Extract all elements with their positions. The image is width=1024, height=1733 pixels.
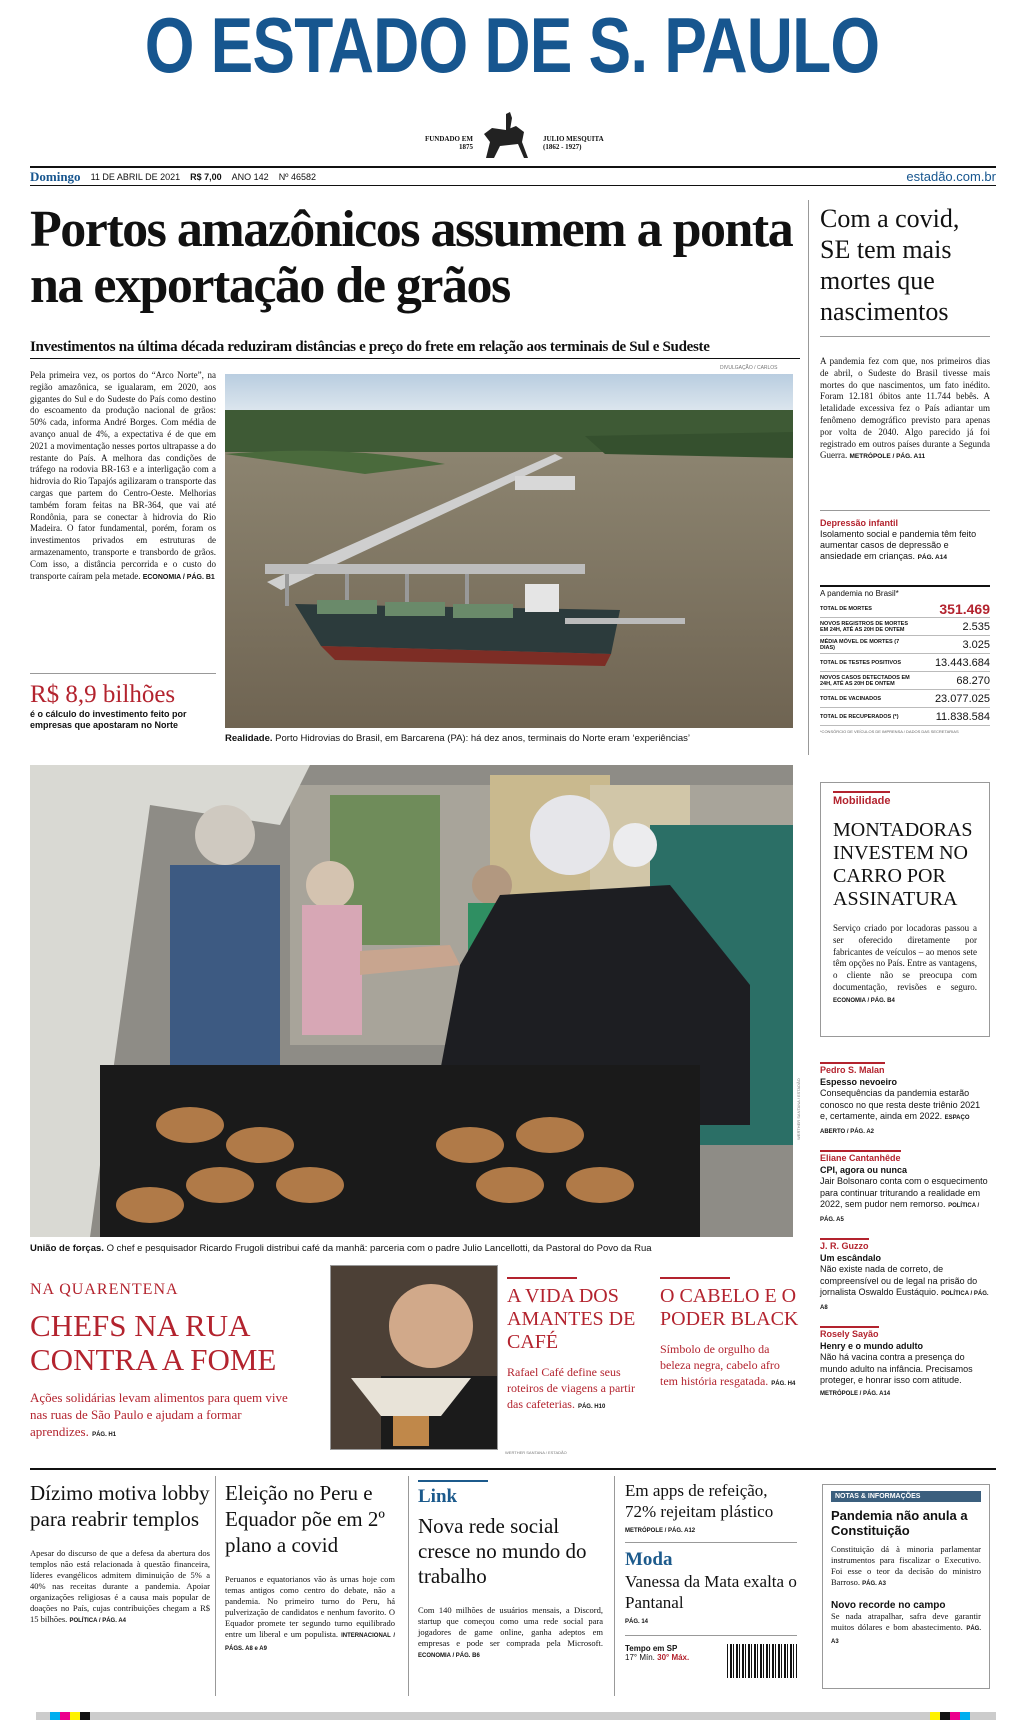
moda-tag: PÁG. 14 <box>625 1619 649 1625</box>
columnist-text <box>820 1088 990 1138</box>
columnist-text-body: Não existe nada de correto, de compreensível ou de legal na prisão do jornalista Oswaldo Eustáquio. <box>820 1264 978 1297</box>
divider <box>625 1635 797 1636</box>
columnist-tag: METRÓPOLE / PÁG. A14 <box>820 1390 891 1397</box>
weather-min: 17° Mín. <box>625 1653 655 1662</box>
chefs-headline: CHEFS NA RUA CONTRA A FOME <box>30 1308 277 1377</box>
lead-body-text: Pela primeira vez, os portos do “Arco Norte”, na região amazônica, se igualaram, em 2020, aos gigantes do Sul e do Sudeste do País como destino do escoamento da produção nacional de grãos: 50% cada, informa André Borges. Com média de avanço anual de 4%, a expectativa é de que em 2021 a movimentação nesses portos ultrapasse a do restante do País. A melhora das condições de tráfego na rodovia BR-163 e a interligação com a hidrovia do Rio Tapajós agilizaram o transporte das cargas que partem do Centro-Oeste. Melhorias também foram feitas na BR-364, que vai até Rondônia, para se conectar à hidrovia do Rio Madeira. O fator fundamental, porém, foram os investimentos privados em estruturas de armazenamento, transporte e transbordo de grãos. Com isso, a distância percorrida e o custo do transporte caíram pela metade. <box>30 370 216 581</box>
tithe-headline: Dízimo motiva lobby para reabrir templos <box>30 1481 210 1531</box>
mobility-kicker: Mobilidade <box>833 791 890 807</box>
columnist-title: Henry e o mundo adulto <box>820 1340 924 1351</box>
depression-tag: PÁG. A14 <box>917 554 947 561</box>
columnist-author: J. R. Guzzo <box>820 1238 869 1253</box>
columnist-item[interactable] <box>820 1238 990 1314</box>
stats-value: 11.838.584 <box>935 710 990 723</box>
notas-sub-headline: Novo recorde no campo <box>831 1600 946 1611</box>
dateline-date: 11 DE ABRIL DE 2021 <box>90 171 181 182</box>
link-text-body: Com 140 milhões de usuários mensais, a Discord, startup que começou como uma rede social para jogadores de game online, ganha adeptos em empresas e pode ser comprada pela Microsoft. <box>418 1605 603 1648</box>
accent-bar <box>418 1480 488 1482</box>
coffee-headline: A VIDA DOS AMANTES DE CAFÉ <box>507 1285 636 1353</box>
link-text <box>418 1605 603 1662</box>
horseman-logo-icon <box>476 108 538 164</box>
columnist-tag: POLÍTICA / PÁG. A5 <box>820 1203 980 1223</box>
columnist-text-body: Consequências da pandemia estarão conosco no que resta deste triênio 2021 e, certamente, ainda em 2022. <box>820 1088 981 1121</box>
accent-bar <box>660 1277 730 1279</box>
depression-text: Isolamento social e pandemia têm feito aumentar casos de depressão e ansiedade em crianças. <box>820 529 977 561</box>
chefs-caption-text: O chef e pesquisador Ricardo Frugoli distribui café da manhã: parceria com o padre Julio Lancellotti, da Pastoral do Povo da Rua <box>106 1243 652 1254</box>
dateline-number: Nº 46582 <box>278 171 317 182</box>
apps-story[interactable] <box>625 1480 797 1678</box>
lead-body <box>30 370 216 583</box>
stats-row <box>820 708 990 726</box>
columnist-item[interactable] <box>820 1326 990 1400</box>
weather-and-barcode <box>625 1644 797 1678</box>
stats-label: TOTAL DE TESTES POSITIVOS <box>820 659 901 666</box>
tithe-story[interactable] <box>30 1480 210 1627</box>
columnist-text <box>820 1176 990 1226</box>
covid-body <box>820 356 990 463</box>
stats-value: 68.270 <box>956 674 990 687</box>
link-kicker: Link <box>418 1486 458 1507</box>
stats-row <box>820 690 990 708</box>
accent-bar <box>507 1277 577 1279</box>
founder-label <box>543 136 623 151</box>
founded-text: FUNDADO EM <box>424 135 473 143</box>
stats-row <box>820 636 990 654</box>
registration-marks-right <box>930 1712 970 1720</box>
registration-marks-left <box>50 1712 90 1720</box>
apps-tag: METRÓPOLE / PÁG. A12 <box>625 1528 696 1534</box>
link-story[interactable] <box>418 1480 603 1662</box>
columnist-text-body: Jair Bolsonaro conta com o esquecimento para continuar triturando a realidade em 2022, sem pudor nem remorso. <box>820 1176 988 1209</box>
chefs-tag: PÁG. H1 <box>92 1432 117 1438</box>
hair-headline: O CABELO E O PODER BLACK <box>660 1285 799 1330</box>
stats-value: 13.443.684 <box>934 656 990 669</box>
coffee-text <box>507 1364 637 1415</box>
columnist-text <box>820 1264 990 1314</box>
founder-name: JULIO MESQUITA <box>543 135 604 143</box>
hair-text-body: Símbolo de orgulho da beleza negra, cabelo afro tem história resgatada. <box>660 1342 780 1388</box>
mobility-body <box>833 923 977 1008</box>
hair-tag: PÁG. H4 <box>771 1381 796 1387</box>
dateline-year: ANO 142 <box>231 171 269 182</box>
coffee-credit: WERTHER SANTANA / ESTADÃO <box>505 1450 567 1455</box>
notas-headline: Pandemia não anula a Constituição <box>831 1508 968 1538</box>
tithe-tag: POLÍTICA / PÁG. A4 <box>69 1618 126 1624</box>
columnist-author: Pedro S. Malan <box>820 1062 885 1077</box>
columnist-text <box>820 1352 990 1400</box>
lead-subhead: Investimentos na última década reduziram distâncias e preço do frete em relação aos terminais de Sul e Sudeste <box>30 339 710 355</box>
stats-value: 23.077.025 <box>934 692 990 705</box>
apps-headline: Em apps de refeição, 72% rejeitam plástico <box>625 1481 774 1521</box>
link-tag: ECONOMIA / PÁG. B6 <box>418 1653 480 1659</box>
stats-row <box>820 654 990 672</box>
moda-kicker: Moda <box>625 1549 673 1570</box>
divider <box>808 200 809 755</box>
peru-text <box>225 1574 395 1655</box>
lead-figure-text: é o cálculo do investimento feito por empresas que apostaram no Norte <box>30 709 187 730</box>
chefs-text-body: Ações solidárias levam alimentos para quem vive nas ruas de São Paulo e ajudam a formar aprendizes. <box>30 1390 288 1439</box>
chefs-kicker: NA QUARENTENA <box>30 1281 179 1298</box>
founded-year: 1875 <box>459 142 473 151</box>
peru-text-body: Peruanos e equatorianos vão às urnas hoje com temas antigos como centro do debate, não a pandemia. No primeiro turno do Peru, há pulverização de candidatos e nenhum favorito. O Equador promete ter segundo turno equilibrado entre um liberal e um populista. <box>225 1574 395 1639</box>
divider <box>820 510 990 511</box>
columnist-title: Espesso nevoeiro <box>820 1076 898 1087</box>
stats-value: 351.469 <box>939 600 990 617</box>
chefs-text <box>30 1389 290 1444</box>
coffee-tag: PÁG. H10 <box>577 1404 606 1410</box>
weather-box <box>625 1644 689 1678</box>
stats-label: TOTAL DE RECUPERADOS (*) <box>820 713 899 720</box>
columnist-title: CPI, agora ou nunca <box>820 1164 908 1175</box>
photo-credit: DIVULGAÇÃO / CARLOS <box>720 365 778 371</box>
divider <box>30 673 216 674</box>
mobility-tag: ECONOMIA / PÁG. B4 <box>833 997 895 1004</box>
mobility-headline: MONTADORAS INVESTEM NO CARRO POR ASSINATURA <box>833 819 973 910</box>
stats-label: TOTAL DE MORTES <box>820 605 872 612</box>
mobility-box[interactable] <box>820 782 990 1037</box>
moda-headline: Vanessa da Mata exalta o Pantanal <box>625 1572 797 1612</box>
depression-kicker: Depressão infantil <box>820 518 899 528</box>
covid-body-text: A pandemia fez com que, nos primeiros dias de abril, o Sudeste do Brasil tivesse mais mortes do que nascimentos, um fato inédito. Foram 12.181 óbitos ante 11.744 bebês. A letalidade excessiva fez o País adiantar um fenômeno demográfico previsto para apenas por volta de 2040. Algo parecido já foi registrado em outros países durante a Segunda Guerra. <box>820 356 990 461</box>
photo2-credit: WERTHER SANTANA / ESTADÃO <box>796 1078 801 1140</box>
coffee-text-body: Rafael Café define seus roteiros de viagens a partir das cafeterias. <box>507 1365 635 1411</box>
covid-tag[interactable]: METRÓPOLE / PÁG. A11 <box>849 453 926 461</box>
divider <box>30 358 800 359</box>
stats-label: TOTAL DE VACINADOS <box>820 695 882 702</box>
stats-row <box>820 672 990 690</box>
stats-title: A pandemia no Brasil* <box>820 589 899 598</box>
masthead-title: O ESTADO DE S. PAULO <box>144 1 880 89</box>
hair-text <box>660 1341 800 1392</box>
peru-tag: INTERNACIONAL / PÁGS. A8 e A9 <box>225 1633 396 1652</box>
dateline <box>30 166 996 186</box>
chefs-caption-bold: União de forças. <box>30 1243 104 1254</box>
chefs-photo-graphic <box>30 765 793 1237</box>
coffee-photo <box>330 1265 498 1450</box>
tithe-text-body: Apesar do discurso de que a defesa da abertura dos templos não está relacionada à questão financeira, líderes evangélicos admitem diminuição de 5% a 40% nas receitas durante a pandemia. Apoiar organizações religiosas é a causa mais popular de doações no País, cujas contribuições chegam a R$ 15 bilhões. <box>30 1548 210 1624</box>
stats-row <box>820 600 990 618</box>
stats-label: NOVOS REGISTROS DE MORTES EM 24H, ATÉ AS 20H DE ONTEM <box>820 620 909 633</box>
port-photo-graphic <box>225 374 793 728</box>
site-link[interactable]: estadão.com.br <box>906 169 996 184</box>
founder-years: (1862 - 1927) <box>543 142 582 151</box>
columnist-author: Rosely Sayão <box>820 1326 879 1341</box>
port-caption <box>225 733 800 744</box>
mobility-body-text: Serviço criado por locadoras passou a ser oferecido diretamente por fabricantes de veículos – ao menos sete têm opções no País. Entre as vantagens, o cliente não se preocupa com documentação, revisões e seguro. <box>833 923 977 992</box>
chefs-photo <box>30 765 793 1237</box>
lead-headline[interactable]: Portos amazônicos assumem a ponta na exportação de grãos <box>30 201 793 314</box>
divider <box>408 1476 409 1696</box>
port-caption-bold: Realidade. <box>225 733 273 744</box>
columnist-tag: ESPAÇO ABERTO / PÁG. A2 <box>820 1115 970 1135</box>
stats-label: NOVOS CASOS DETECTADOS EM 24H, ATÉ AS 20H DE ONTEM <box>820 674 910 687</box>
notas-kicker: NOTAS & INFORMAÇÕES <box>831 1491 981 1502</box>
weather-max: 30° Máx. <box>657 1653 690 1662</box>
stats-label: MÉDIA MÓVEL DE MORTES (7 DIAS) <box>820 638 900 651</box>
divider <box>614 1476 615 1696</box>
columnist-title: Um escândalo <box>820 1252 882 1263</box>
notas-text <box>831 1544 981 1590</box>
chefs-photo-caption <box>30 1243 800 1254</box>
stats-value: 2.535 <box>962 620 990 633</box>
color-bar <box>36 1712 996 1720</box>
link-headline: Nova rede social cresce no mundo do trabalho <box>418 1514 587 1588</box>
stats-rows <box>820 600 990 726</box>
dateline-day: Domingo <box>30 168 81 184</box>
founded-label <box>405 136 473 151</box>
depression-item[interactable] <box>820 518 990 563</box>
notas-tag: PÁG. A3 <box>862 1581 886 1587</box>
weather-label: Tempo em SP <box>625 1644 678 1653</box>
dateline-price: R$ 7,00 <box>190 171 222 182</box>
chefs-feature[interactable] <box>30 1265 330 1444</box>
barcode-icon <box>727 1644 797 1678</box>
columnist-text-body: Não há vacina contra a presença do mundo adulto na infância. Precisamos proteger, e honrar isso com atitude. <box>820 1352 973 1385</box>
stats-value: 3.025 <box>962 638 990 651</box>
columnist-author: Eliane Cantanhêde <box>820 1150 901 1165</box>
columnist-item[interactable] <box>820 1062 990 1138</box>
divider <box>625 1542 797 1543</box>
tithe-text <box>30 1548 210 1627</box>
columnists <box>820 1062 990 1412</box>
divider <box>30 1468 996 1470</box>
notas-sub-text-body: Se nada atrapalhar, safra deve garantir muitos dólares e bom abastecimento. <box>831 1611 981 1632</box>
notas-box[interactable] <box>822 1484 990 1689</box>
coffee-feature[interactable] <box>507 1277 637 1415</box>
stats-row <box>820 618 990 636</box>
notas-text-body: Constituição dá à minoria parlamentar instrumentos para fiscalizar o Executivo. Foi esse o teor da decisão do ministro Barroso. <box>831 1544 981 1587</box>
port-photo <box>225 374 793 728</box>
stats-note: *CONSÓRCIO DE VEÍCULOS DE IMPRENSA / DADOS DAS SECRETARIAS <box>820 729 959 734</box>
columnist-item[interactable] <box>820 1150 990 1226</box>
notas-sub-text <box>831 1611 981 1648</box>
lead-tag[interactable]: ECONOMIA / PÁG. B1 <box>142 573 215 581</box>
pandemic-stats-box <box>820 585 990 734</box>
coffee-photo-graphic <box>331 1266 498 1450</box>
hair-feature[interactable] <box>660 1277 800 1392</box>
lead-figure: R$ 8,9 bilhões <box>30 681 176 708</box>
notas-sub-tag: PÁG. A3 <box>831 1626 981 1645</box>
peru-story[interactable] <box>225 1480 395 1655</box>
divider <box>820 336 990 337</box>
divider <box>215 1476 216 1696</box>
covid-headline[interactable]: Com a covid, SE tem mais mortes que nascimentos <box>820 204 960 326</box>
peru-headline: Eleição no Peru e Equador põe em 2º plano a covid <box>225 1481 385 1557</box>
port-caption-text: Porto Hidrovias do Brasil, em Barcarena (PA): há dez anos, terminais do Norte eram ‘experiências’ <box>275 733 691 744</box>
columnist-tag: POLÍTICA / PÁG. A8 <box>820 1291 989 1311</box>
